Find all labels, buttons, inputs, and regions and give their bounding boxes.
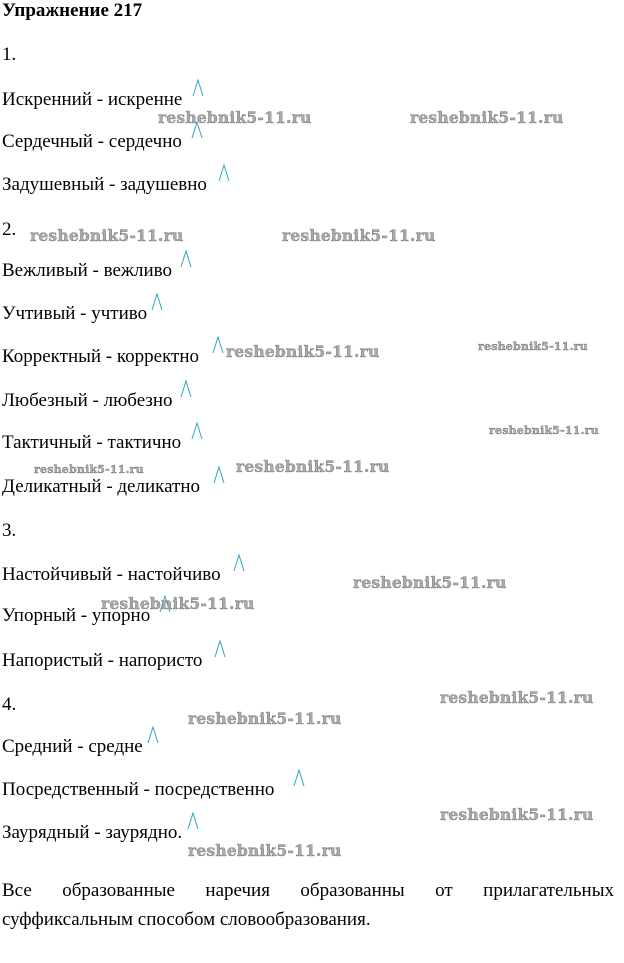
group-number-2: 2. [2,219,17,240]
suffix-caret-icon [293,769,305,787]
word-pair: Напористый - напористо [2,650,203,671]
watermark: reshebnik5-11.ru [30,226,184,245]
group-number-3: 3. [2,520,17,541]
watermark: reshebnik5-11.ru [101,594,255,613]
watermark: reshebnik5-11.ru [226,342,380,361]
suffix-caret-icon [191,422,203,440]
word-pair: Заурядный - заурядно. [2,822,183,843]
suffix-caret-icon [180,250,192,268]
word-pair: Любезный - любезно [2,390,173,411]
suffix-caret-icon [192,79,204,97]
word-pair: Посредственный - посредственно [2,779,275,800]
watermark: reshebnik5-11.ru [188,841,342,860]
suffix-caret-icon [214,640,226,658]
suffix-caret-icon [218,164,230,182]
watermark: reshebnik5-11.ru [282,226,436,245]
suffix-caret-icon [212,336,224,354]
word-pair: Корректный - корректно [2,346,200,367]
word-pair: Сердечный - сердечно [2,131,182,152]
word-pair: Задушевный - задушевно [2,174,207,195]
suffix-caret-icon [180,380,192,398]
group-number-4: 4. [2,694,17,715]
suffix-caret-icon [213,466,225,484]
suffix-caret-icon [151,293,163,311]
word-pair: Деликатный - деликатно [2,476,200,497]
watermark: reshebnik5-11.ru [478,340,588,353]
suffix-caret-icon [233,554,245,572]
word-pair: Тактичный - тактично [2,432,182,453]
watermark: reshebnik5-11.ru [34,463,144,476]
word-pair: Учтивый - учтиво [2,303,148,324]
group-number-1: 1. [2,44,17,65]
watermark: reshebnik5-11.ru [158,108,312,127]
watermark: reshebnik5-11.ru [489,424,599,437]
conclusion-paragraph: Все образованные наречия образованны от прилагательных суффиксальным способом словообразования. [2,880,614,930]
watermark: reshebnik5-11.ru [440,805,594,824]
suffix-caret-icon [187,812,199,830]
word-pair: Искренний - искренне [2,89,183,110]
word-pair: Вежливый - вежливо [2,260,173,281]
word-pair: Средний - средне [2,736,143,757]
watermark: reshebnik5-11.ru [353,573,507,592]
watermark: reshebnik5-11.ru [236,457,390,476]
word-pair: Упорный - упорно [2,605,151,626]
watermark: reshebnik5-11.ru [188,709,342,728]
word-pair: Настойчивый - настойчиво [2,564,221,585]
watermark: reshebnik5-11.ru [440,688,594,707]
watermark: reshebnik5-11.ru [410,108,564,127]
suffix-caret-icon [147,726,159,744]
page-title: Упражнение 217 [2,0,143,21]
